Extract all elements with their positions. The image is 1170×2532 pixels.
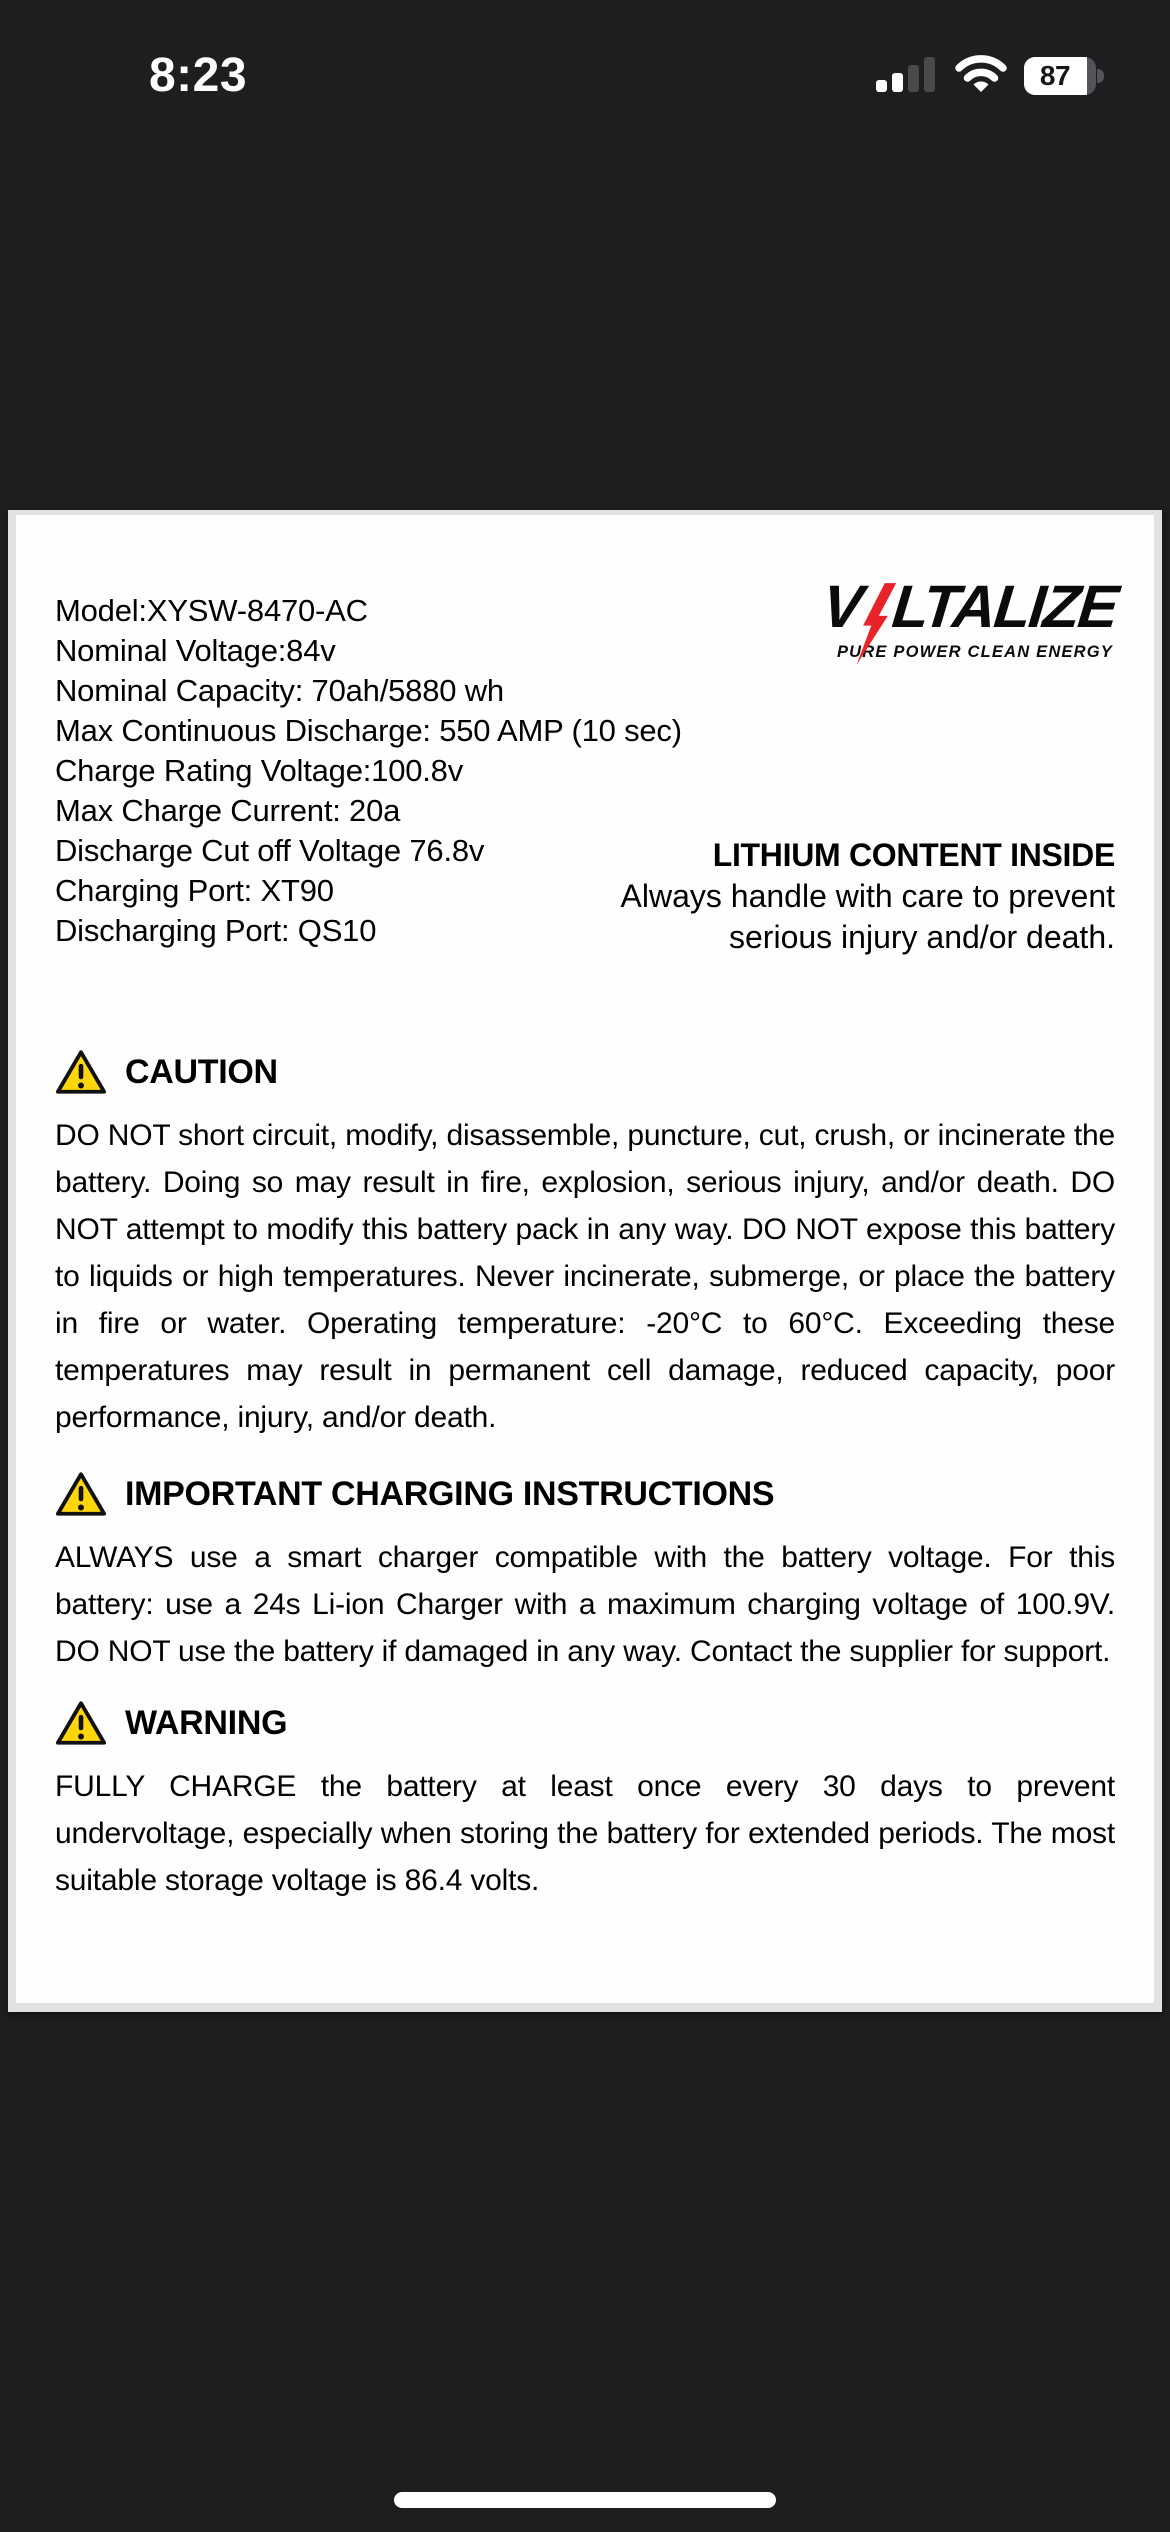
section-heading-text: WARNING — [125, 1703, 288, 1742]
warning-triangle-icon — [55, 1471, 107, 1518]
lithium-notice-line: Always handle with care to prevent — [620, 878, 1115, 914]
section-body-caution: DO NOT short circuit, modify, disassemble, puncture, cut, crush, or incinerate the battery. Doing so may result in fire, explosion, serious injury, and/or death. DO NOT attempt to modify this battery pack in any way. DO NOT expose this battery to liquids or high temperatures. Never incinerate, submerge, or place the battery in fire or water. Operating temperature: -20°C to 60°C. Exceeding these temperatures may result in permanent cell damage, reduced capacity, poor performance, injury, and/or death. — [55, 1119, 1115, 1434]
logo-tagline: PURE POWER CLEAN ENERGY — [836, 643, 1113, 661]
spec-line: Nominal Voltage:84v — [55, 633, 336, 668]
status-bar — [0, 0, 1170, 130]
warning-triangle-icon — [55, 1700, 107, 1747]
section-heading-text: CAUTION — [125, 1052, 278, 1091]
label-content — [16, 515, 1154, 2003]
label-header — [55, 573, 1121, 958]
status-time: 8:23 — [148, 49, 248, 102]
battery-percent: 87 — [1039, 60, 1071, 91]
logo-wordmark — [816, 575, 1120, 671]
label-page — [16, 515, 1154, 2003]
lithium-notice — [621, 835, 1115, 958]
document-page-viewer[interactable] — [8, 510, 1162, 2012]
home-indicator[interactable] — [394, 2492, 776, 2508]
voltalize-logo — [819, 573, 1121, 693]
section-heading-caution — [55, 1046, 1115, 1098]
cellular-signal-icon — [876, 54, 938, 99]
warning-triangle-icon — [55, 1049, 107, 1096]
logo-wordmark-prefix: V — [819, 573, 865, 640]
spec-line: Max Charge Current: 20a — [55, 793, 401, 828]
section-body-warning: FULLY CHARGE the battery at least once every 30 days to prevent undervoltage, especially when storing the battery for extended periods. The most suitable storage voltage is 86.4 volts. — [55, 1770, 1115, 1897]
battery-nub — [1097, 69, 1104, 83]
section-heading-charging — [55, 1468, 1115, 1520]
logo-wordmark-suffix: LTALIZE — [889, 573, 1121, 640]
spec-list — [55, 591, 682, 951]
section-body-charging: ALWAYS use a smart charger compatible with the battery voltage. For this battery: use a 24s Li-ion Charger with a maximum charging voltage of 100.9V. DO NOT use the battery if damaged in any way. Contact the supplier for support. — [55, 1541, 1115, 1668]
section-heading-warning — [55, 1697, 1115, 1749]
wifi-icon — [954, 54, 1008, 99]
spec-line: Nominal Capacity: 70ah/5880 wh — [55, 673, 504, 708]
battery-icon — [1024, 57, 1104, 95]
lithium-notice-title: LITHIUM CONTENT INSIDE — [712, 837, 1115, 873]
lithium-notice-line: serious injury and/or death. — [729, 919, 1115, 955]
spec-line: Charging Port: XT90 — [55, 873, 334, 908]
spec-line: Model:XYSW-8470-AC — [55, 593, 368, 628]
brand-column — [620, 573, 1121, 958]
spec-line: Max Continuous Discharge: 550 AMP (10 sec) — [55, 713, 682, 748]
spec-line: Charge Rating Voltage:100.8v — [55, 753, 464, 788]
section-heading-text: IMPORTANT CHARGING INSTRUCTIONS — [125, 1474, 775, 1513]
spec-line: Discharging Port: QS10 — [55, 913, 377, 948]
spec-line: Discharge Cut off Voltage 76.8v — [55, 833, 485, 868]
status-icons — [876, 54, 1104, 98]
